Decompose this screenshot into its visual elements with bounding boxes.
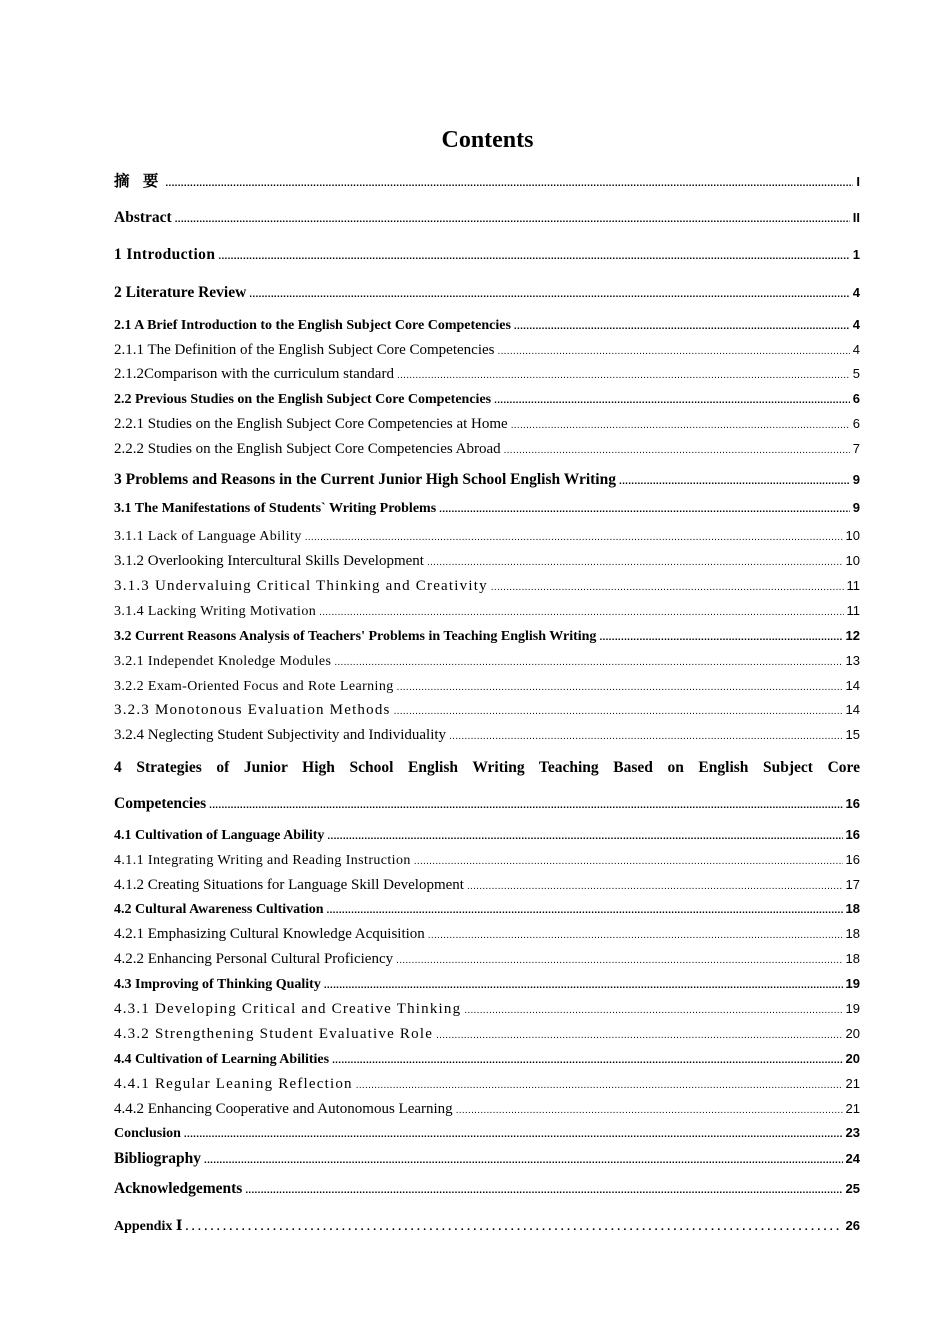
toc-entry-page: 16 <box>845 852 860 867</box>
toc-entry-bibliography <box>114 1149 860 1171</box>
toc-entry-3-1-2 <box>114 551 860 573</box>
toc-entry-page: 5 <box>852 366 860 381</box>
toc-entry-label: Bibliography <box>114 1150 201 1167</box>
leader-dots <box>332 1051 842 1071</box>
toc-entry-acknowledgements <box>114 1179 860 1201</box>
toc-entry-4-1-1 <box>114 850 860 872</box>
toc-entry-label: Appendix Ⅰ <box>114 1219 183 1234</box>
toc-entry-4-4-1 <box>114 1074 860 1096</box>
toc-entry-page: 11 <box>846 578 860 593</box>
toc-entry-4-2-1 <box>114 924 860 946</box>
toc-entry-page: 23 <box>845 1125 860 1140</box>
leader-dots <box>494 391 850 411</box>
toc-entry-page: 4 <box>852 285 860 300</box>
toc-entry-page: 16 <box>845 796 860 811</box>
toc-entry-conclusion <box>114 1123 860 1145</box>
toc-entry-page: 18 <box>845 901 860 916</box>
toc-entry-2-1-1 <box>114 340 860 362</box>
toc-entry-label: 3.1.2 Overlooking Intercultural Skills Development <box>114 553 424 569</box>
toc-entry-page: 18 <box>845 926 860 941</box>
toc-entry-page: 10 <box>845 553 860 568</box>
toc-entry-page: 20 <box>845 1026 860 1041</box>
leader-dots <box>428 926 843 946</box>
toc-entry-label: 4.4 Cultivation of Learning Abilities <box>114 1052 330 1067</box>
toc-entry-introduction <box>114 245 860 267</box>
toc-entry-page: 14 <box>845 702 860 717</box>
toc-entry-4-1-2 <box>114 875 860 897</box>
toc-entry-label: 2.2.2 Studies on the English Subject Core Competencies Abroad <box>114 441 501 457</box>
leader-dots <box>396 951 842 971</box>
toc-entry-3-2-1 <box>114 651 860 673</box>
toc-entry-page: 20 <box>845 1051 860 1066</box>
toc-entry-4-4 <box>114 1049 860 1071</box>
toc-entry-label: 3 Problems and Reasons in the Current Junior High School English Writing <box>114 471 616 488</box>
toc-entry-4-3-2 <box>114 1024 860 1046</box>
toc-entry-label: 2.1.1 The Definition of the English Subject Core Competencies <box>114 342 495 358</box>
toc-entry-label: 4.4.1 Regular Leaning Reflection <box>114 1076 353 1092</box>
toc-entry-page: 18 <box>845 951 860 966</box>
toc-entry-label: 4.4.2 Enhancing Cooperative and Autonomous Learning <box>114 1101 453 1117</box>
toc-entry-page: 12 <box>845 628 860 643</box>
leader-dots <box>327 901 843 921</box>
toc-entry-label: 3.2.2 Exam-Oriented Focus and Rote Learning <box>114 679 394 694</box>
leader-dots <box>464 1001 842 1021</box>
toc-entry-4-4-2 <box>114 1099 860 1121</box>
toc-entry-2-2-1 <box>114 414 860 436</box>
toc-entry-4-1 <box>114 825 860 847</box>
toc-entry-label: 3.2.4 Neglecting Student Subjectivity and Individuality <box>114 727 447 743</box>
toc-entry-label: 3.2.3 Monotonous Evaluation Methods <box>114 702 391 718</box>
toc-entry-3-1 <box>114 498 860 520</box>
toc-entry-3-2 <box>114 626 860 648</box>
toc-entry-3-2-2 <box>114 676 860 698</box>
leader-dots <box>394 702 843 722</box>
toc-entry-label: 2 Literature Review <box>114 284 247 301</box>
toc-entry-2-2-2 <box>114 439 860 461</box>
leader-dots <box>449 727 842 747</box>
toc-entry-label: 3.2 Current Reasons Analysis of Teachers' Problems in Teaching English Writing <box>114 629 597 644</box>
toc-entry-page: 6 <box>852 416 860 431</box>
leader-dots <box>504 441 850 461</box>
toc-entry-2-1-2 <box>114 364 860 386</box>
leader-dots <box>599 628 842 648</box>
toc-entry-page: II <box>852 210 860 225</box>
toc-entry-page: 14 <box>845 678 860 693</box>
toc-entry-chinese-abstract <box>114 171 860 194</box>
toc-entry-page: 9 <box>852 472 860 487</box>
toc-entry-label: Acknowledgements <box>114 1180 243 1197</box>
leader-dots <box>467 877 843 897</box>
toc-entry-label: 4.1.2 Creating Situations for Language Skill Development <box>114 877 464 893</box>
toc-entry-chapter-4 <box>114 794 860 816</box>
toc-entry-page: 4 <box>852 342 860 357</box>
toc-entry-chapter-3 <box>114 470 860 492</box>
toc-entry-label-continued: Competencies <box>114 795 207 812</box>
toc-entry-3-2-3 <box>114 700 860 722</box>
leader-dots <box>184 1125 843 1145</box>
leader-dots <box>165 174 853 194</box>
toc-entry-page: 21 <box>845 1101 860 1116</box>
toc-entry-page: 1 <box>852 247 860 262</box>
toc-entry-literature-review <box>114 283 860 305</box>
toc-entry-label: 4.1.1 Integrating Writing and Reading Instruction <box>114 853 411 868</box>
toc-entry-appendix <box>114 1216 860 1237</box>
toc-entry-label: 3.1 The Manifestations of Students` Writing Problems <box>114 501 437 516</box>
toc-entry-label: 1 Introduction <box>114 246 216 263</box>
toc-entry-page: 24 <box>845 1151 860 1166</box>
toc-entry-page: 21 <box>845 1076 860 1091</box>
leader-dots <box>514 317 850 337</box>
toc-entry-label: 3.2.1 Independet Knoledge Modules <box>114 654 332 669</box>
leader-dots <box>327 827 842 847</box>
toc-entry-label: 3.1.3 Undervaluing Critical Thinking and Creativity <box>114 578 488 594</box>
toc-entry-page: 19 <box>845 1001 860 1016</box>
toc-entry-label: 3.1.1 Lack of Language Ability <box>114 529 302 544</box>
leader-dots <box>498 342 850 362</box>
toc-entry-4-2 <box>114 899 860 921</box>
toc-entry-label: 4.2.2 Enhancing Personal Cultural Proficiency <box>114 951 394 967</box>
toc-entry-label: 4.1 Cultivation of Language Ability <box>114 828 325 843</box>
toc-entry-page: 13 <box>845 653 860 668</box>
leader-dots <box>249 285 849 305</box>
toc-entry-page: 19 <box>845 976 860 991</box>
toc-entry-page: 7 <box>852 441 860 456</box>
page-title: Contents <box>441 127 534 153</box>
leader-dots <box>305 528 843 548</box>
toc-entry-label: Conclusion <box>114 1126 181 1141</box>
leader-dots <box>319 603 843 623</box>
toc-entry-page: 6 <box>852 391 860 406</box>
toc-entry-page: 26 <box>845 1218 860 1233</box>
leader-dots <box>427 553 843 573</box>
leader-dots <box>245 1181 842 1201</box>
leader-dots <box>218 247 849 267</box>
toc-entry-3-1-4 <box>114 601 860 623</box>
leader-dots <box>397 678 843 698</box>
toc-entry-3-1-1 <box>114 526 860 548</box>
leader-dots <box>439 500 850 520</box>
toc-entry-3-1-3 <box>114 576 860 598</box>
toc-entry-2-1 <box>114 315 860 337</box>
toc-entry-4-3 <box>114 974 860 996</box>
toc-entry-page: 11 <box>846 603 860 618</box>
toc-entry-label: 4.2.1 Emphasizing Cultural Knowledge Acquisition <box>114 926 425 942</box>
leader-dots <box>185 1217 842 1237</box>
toc-entry-page: 16 <box>845 827 860 842</box>
toc-entry-page: 9 <box>852 500 860 515</box>
toc-entry-page: 17 <box>845 877 860 892</box>
toc-entry-3-2-4 <box>114 725 860 747</box>
leader-dots <box>204 1151 843 1171</box>
toc-entry-label: 2.1.2Comparison with the curriculum standard <box>114 366 394 382</box>
toc-entry-label: 2.2.1 Studies on the English Subject Core Competencies at Home <box>114 416 508 432</box>
toc-entry-label: 2.2 Previous Studies on the English Subject Core Competencies <box>114 392 492 407</box>
leader-dots <box>356 1076 843 1096</box>
toc-entry-abstract <box>114 208 860 230</box>
leader-dots <box>334 653 842 673</box>
leader-dots <box>491 578 844 598</box>
toc-entry-2-2 <box>114 389 860 411</box>
toc-entry-page: 4 <box>852 317 860 332</box>
toc-entry-4-2-2 <box>114 949 860 971</box>
toc-entry-page: 25 <box>845 1181 860 1196</box>
leader-dots <box>324 976 843 996</box>
toc-entry-chapter-4-label: 4 Strategies of Junior High School English Writing Teaching Based on English Subject Core <box>114 759 860 776</box>
toc-entry-label: 4.3 Improving of Thinking Quality <box>114 977 321 992</box>
leader-dots <box>511 416 850 436</box>
toc-entry-label: 4.3.1 Developing Critical and Creative Thinking <box>114 1001 462 1017</box>
toc-entry-label: 2.1 A Brief Introduction to the English Subject Core Competencies <box>114 318 511 333</box>
leader-dots <box>397 366 850 386</box>
toc-entry-label: 3.1.4 Lacking Writing Motivation <box>114 604 317 619</box>
toc-entry-page: 15 <box>845 727 860 742</box>
leader-dots <box>175 210 850 230</box>
toc-entry-label: 4.3.2 Strengthening Student Evaluative Role <box>114 1026 434 1042</box>
leader-dots <box>619 472 850 492</box>
leader-dots <box>209 796 842 816</box>
leader-dots <box>436 1026 842 1046</box>
leader-dots <box>414 852 843 872</box>
toc-entry-page: I <box>856 174 860 189</box>
leader-dots <box>456 1101 843 1121</box>
toc-entry-page: 10 <box>845 528 860 543</box>
toc-entry-label: 摘 要 <box>114 172 163 190</box>
toc-entry-4-3-1 <box>114 999 860 1021</box>
toc-entry-label: Abstract <box>114 209 172 226</box>
toc-entry-label: 4.2 Cultural Awareness Cultivation <box>114 902 324 917</box>
